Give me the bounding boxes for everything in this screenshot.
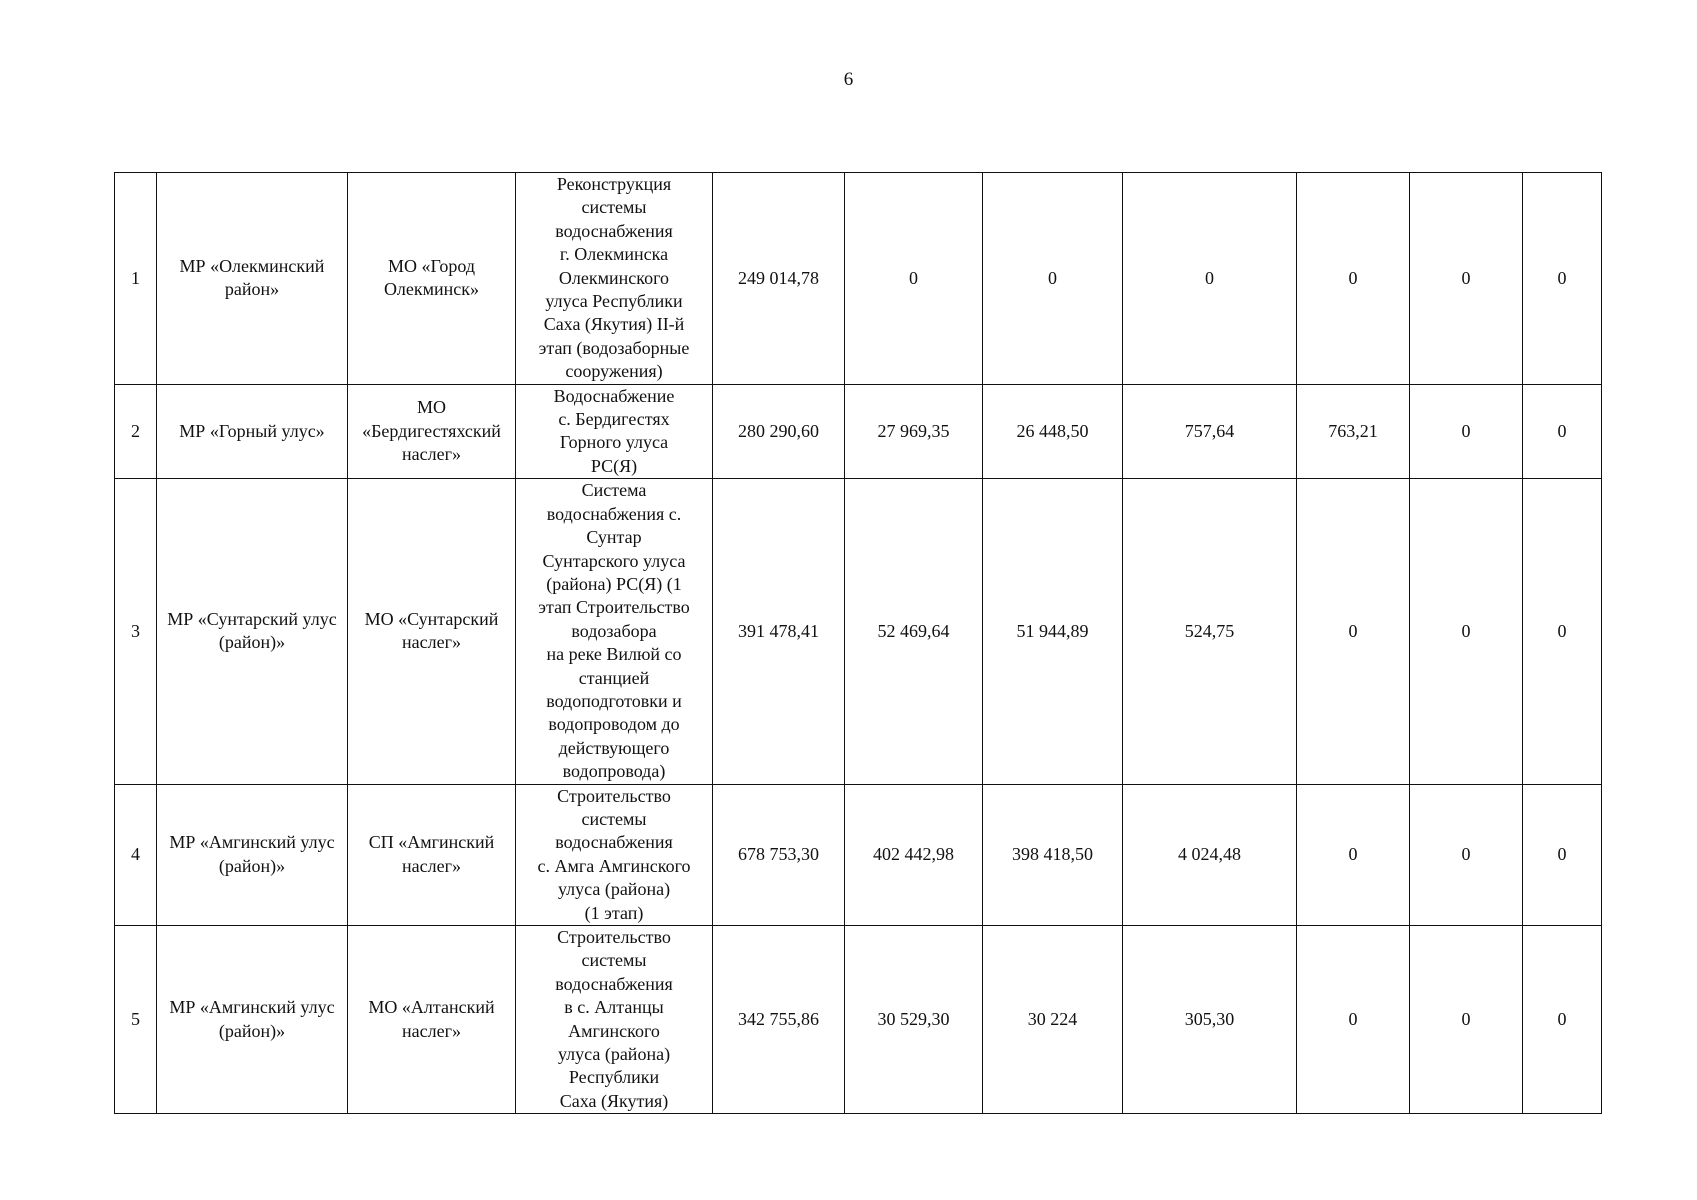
- value-cell: 0: [983, 173, 1123, 385]
- district-cell: МР «Сунтарский улус (район)»: [157, 479, 348, 784]
- value-cell: 402 442,98: [845, 784, 983, 925]
- description-line: Саха (Якутия) II-й: [543, 314, 685, 335]
- description-line: Строительство: [557, 927, 671, 947]
- description-line: водоснабжения: [555, 832, 673, 853]
- value-cell: 0: [1410, 784, 1523, 925]
- municipality-cell: МО «Город Олекминск»: [348, 173, 516, 385]
- description-line: Водоснабжение: [553, 385, 675, 406]
- description-line: Горного улуса: [559, 432, 669, 453]
- value-cell-total: 678 753,30: [713, 784, 845, 925]
- description-line: Саха (Якутия): [559, 1090, 669, 1111]
- value-cell: 0: [1523, 479, 1602, 784]
- row-number-cell: 4: [115, 784, 157, 925]
- description-line: Реконструкция: [556, 174, 672, 194]
- value-cell: 26 448,50: [983, 384, 1123, 479]
- description-line: Олекминского: [558, 267, 670, 288]
- value-cell: 0: [1297, 784, 1410, 925]
- value-cell: 757,64: [1123, 384, 1297, 479]
- value-cell: 51 944,89: [983, 479, 1123, 784]
- value-cell: 305,30: [1123, 926, 1297, 1114]
- row-number-cell: 3: [115, 479, 157, 784]
- description-line: действующего: [558, 737, 670, 758]
- value-cell: 0: [1410, 479, 1523, 784]
- table-row: [115, 784, 1602, 925]
- description-line: водоснабжения с.: [546, 503, 682, 524]
- description-line: Сунтарского улуса: [542, 550, 686, 571]
- district-cell: МР «Олекминский район»: [157, 173, 348, 385]
- value-cell: 0: [1297, 926, 1410, 1114]
- value-cell: 0: [1523, 784, 1602, 925]
- value-cell: 0: [1123, 173, 1297, 385]
- description-line: Амгинского: [568, 1020, 660, 1041]
- description-line: этап (водозаборные: [538, 337, 690, 358]
- description-line: водоподготовки и: [546, 690, 682, 711]
- description-line: водоснабжения: [555, 973, 673, 994]
- district-cell: МР «Амгинский улус (район)»: [157, 784, 348, 925]
- description-line: водопровода): [562, 761, 666, 782]
- project-description-cell: [516, 384, 713, 479]
- description-line: этап Строительство: [538, 597, 690, 618]
- value-cell: 0: [1523, 384, 1602, 479]
- value-cell: 763,21: [1297, 384, 1410, 479]
- value-cell-total: 391 478,41: [713, 479, 845, 784]
- value-cell: 0: [1410, 173, 1523, 385]
- municipality-cell: МО «Алтанский наслег»: [348, 926, 516, 1114]
- funding-table: [114, 172, 1602, 1114]
- description-line: водопроводом до: [548, 714, 680, 735]
- municipality-cell: МО «Сунтарский наслег»: [348, 479, 516, 784]
- value-cell: 0: [1297, 479, 1410, 784]
- project-description-cell: [516, 479, 713, 784]
- value-cell: 398 418,50: [983, 784, 1123, 925]
- table-row: [115, 384, 1602, 479]
- value-cell: 524,75: [1123, 479, 1297, 784]
- value-cell: 30 224: [983, 926, 1123, 1114]
- row-number-cell: 2: [115, 384, 157, 479]
- project-description-cell: [516, 926, 713, 1114]
- description-line: улуса (района): [557, 879, 671, 900]
- district-cell: МР «Амгинский улус (район)»: [157, 926, 348, 1114]
- table-row: [115, 173, 1602, 385]
- municipality-cell: МО «Бердигестяхский наслег»: [348, 384, 516, 479]
- description-line: системы: [581, 808, 647, 829]
- description-line: водоснабжения: [555, 220, 673, 241]
- row-number-cell: 5: [115, 926, 157, 1114]
- value-cell-total: 342 755,86: [713, 926, 845, 1114]
- project-description-cell: [516, 173, 713, 385]
- row-number-cell: 1: [115, 173, 157, 385]
- page-number: 6: [843, 69, 854, 90]
- description-line: Система: [581, 480, 647, 501]
- description-line: водозабора: [571, 620, 657, 641]
- value-cell: 0: [1297, 173, 1410, 385]
- project-description-cell: [516, 784, 713, 925]
- description-line: системы: [581, 950, 647, 971]
- description-line: Сунтар: [586, 527, 642, 548]
- description-line: улуса (района): [557, 1044, 671, 1065]
- value-cell: 0: [1523, 173, 1602, 385]
- municipality-cell: СП «Амгинский наслег»: [348, 784, 516, 925]
- table-row: [115, 926, 1602, 1114]
- value-cell: 30 529,30: [845, 926, 983, 1114]
- description-line: сооружения): [565, 361, 663, 382]
- description-line: (1 этап): [584, 902, 644, 923]
- description-line: Строительство: [557, 785, 671, 806]
- value-cell: 0: [845, 173, 983, 385]
- description-line: РС(Я): [590, 455, 638, 476]
- description-line: (района) РС(Я) (1: [546, 573, 682, 594]
- value-cell: 0: [1410, 926, 1523, 1114]
- value-cell-total: 280 290,60: [713, 384, 845, 479]
- description-line: системы: [581, 197, 647, 218]
- description-line: г. Олекминска: [559, 244, 669, 265]
- district-cell: МР «Горный улус»: [157, 384, 348, 479]
- description-line: с. Амга Амгинского: [537, 855, 691, 876]
- table-row: [115, 479, 1602, 784]
- description-line: на реке Вилюй со: [546, 644, 682, 665]
- value-cell: 0: [1523, 926, 1602, 1114]
- value-cell: 4 024,48: [1123, 784, 1297, 925]
- description-line: Республики: [568, 1067, 660, 1088]
- value-cell: 27 969,35: [845, 384, 983, 479]
- description-line: с. Бердигестях: [558, 409, 670, 430]
- value-cell: 52 469,64: [845, 479, 983, 784]
- description-line: станцией: [578, 667, 650, 688]
- value-cell: 0: [1410, 384, 1523, 479]
- description-line: в с. Алтанцы: [564, 997, 664, 1018]
- description-line: улуса Республики: [545, 291, 683, 312]
- value-cell-total: 249 014,78: [713, 173, 845, 385]
